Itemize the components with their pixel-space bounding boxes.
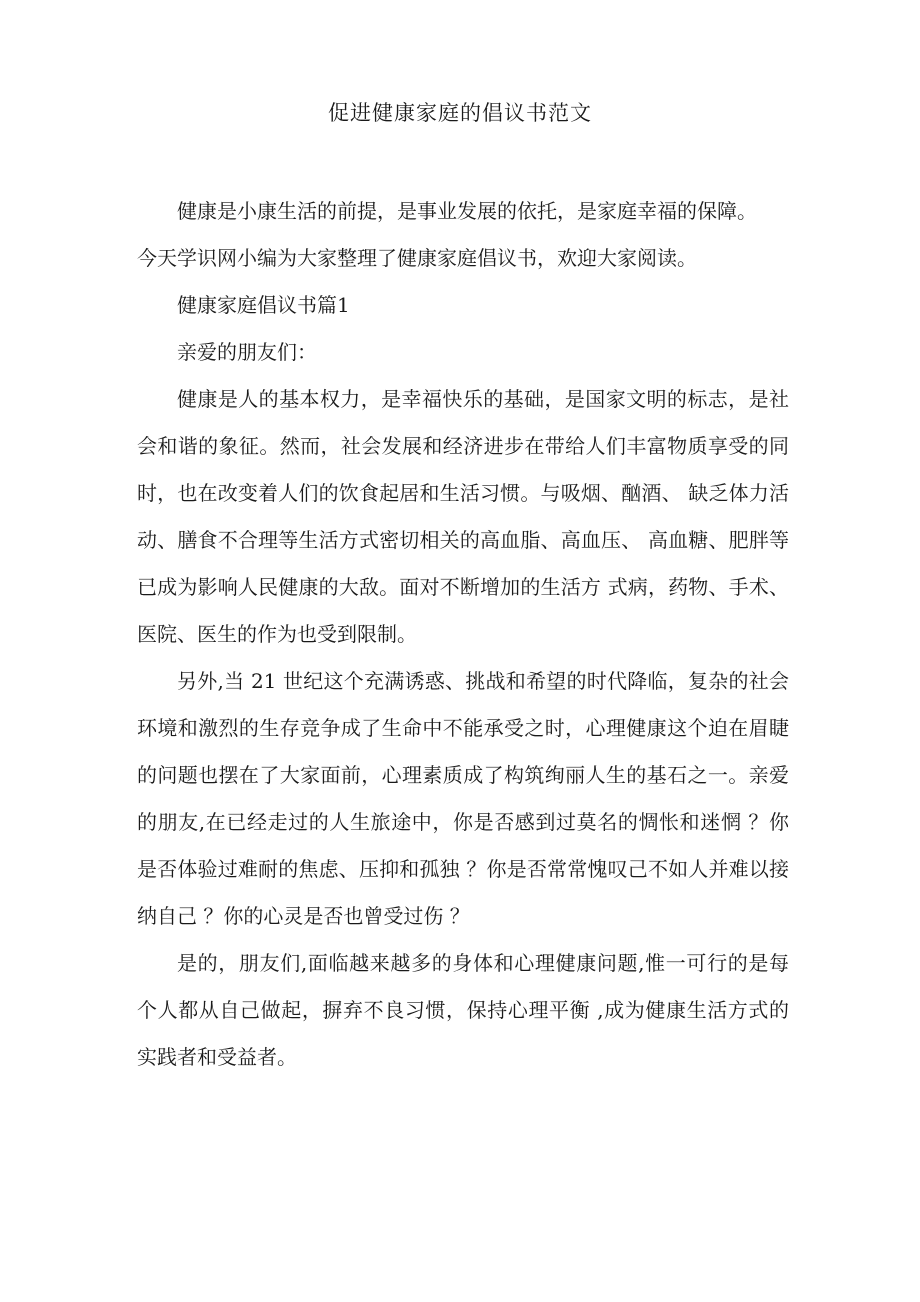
page-title: 促进健康家庭的倡议书范文 xyxy=(328,101,592,125)
salutation: 亲爱的朋友们： xyxy=(177,340,317,364)
intro-paragraph: 健康是小康生活的前提，是事业发展的依托，是家庭幸福的保障。 xyxy=(177,199,757,223)
body-paragraph: 健康是人的基本权力，是幸福快乐的基础，是国家文明的标志，是社会和谐的象征。然而，社会发展和经济进步在带给人们丰富物质享受的同时，也在改变着人们的饮食起居和生活习惯。与吸烟、酗酒、 缺乏体力活动、膳食不合理等生活方式密切相关的高血脂、高血压、 高血糖、肥胖等已成为影响人民健康的大敌。面对不断增加的生活方 式病，药物、手术、医院、医生的作为也受到限制。 xyxy=(137,387,789,646)
body-paragraph: 是的，朋友们,面临越来越多的身体和心理健康问题,惟一可行的是每个人都从自己做起，摒弃不良习惯，保持心理平衡 ,成为健康生活方式的实践者和受益者。 xyxy=(137,951,789,1069)
document-body xyxy=(137,188,789,1081)
editor-note-paragraph: 今天学识网小编为大家整理了健康家庭倡议书，欢迎大家阅读。 xyxy=(137,246,697,270)
body-paragraph: 另外,当 21 世纪这个充满诱惑、挑战和希望的时代降临，复杂的社会环境和激烈的生存竞争成了生命中不能承受之时，心理健康这个迫在眉睫的问题也摆在了大家面前，心理素质成了构筑绚丽人生的基石之一。亲爱的朋友,在已经走过的人生旅途中，你是否感到过莫名的惆怅和迷惘 ？你是否体验过难耐的焦虑、压抑和孤独 ？你是否常常愧叹己不如人并难以接纳自己 ？你的心灵是否也曾受过伤 ？ xyxy=(137,669,789,928)
section-heading: 健康家庭倡议书篇1 xyxy=(177,293,350,317)
